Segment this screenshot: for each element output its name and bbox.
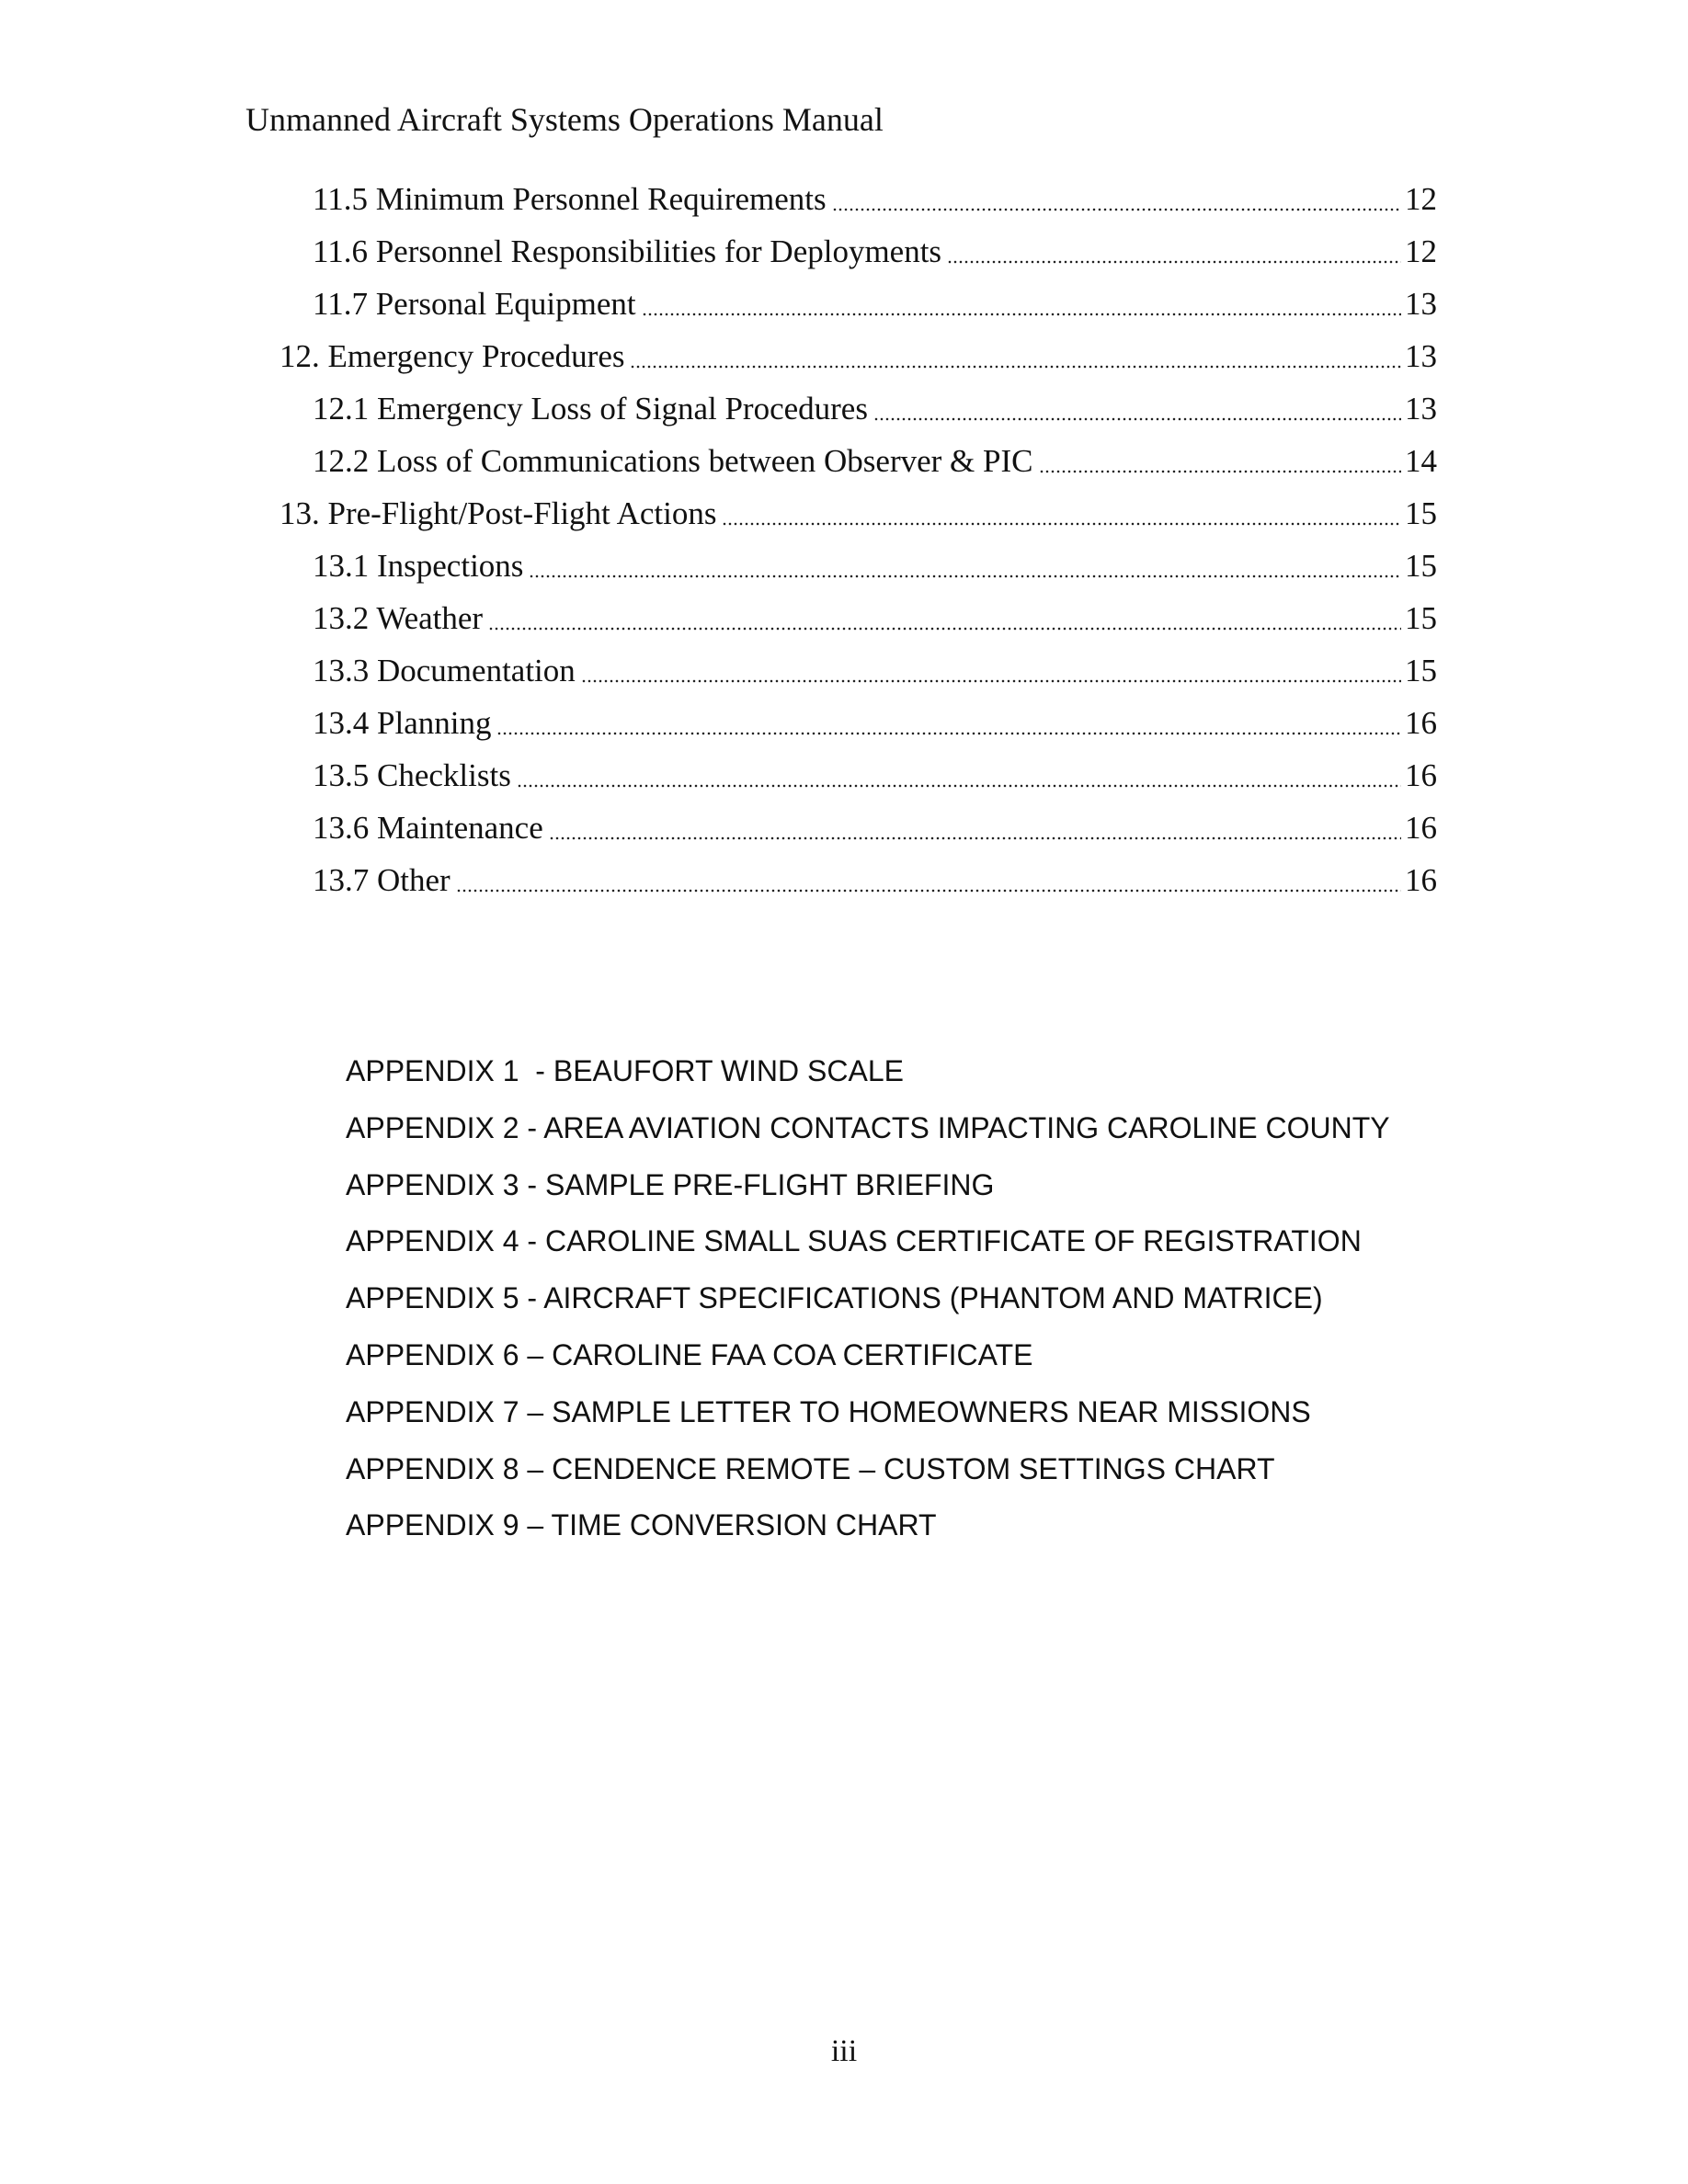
- toc-entry-label: 12.2 Loss of Communications between Observer & PIC: [313, 443, 1033, 479]
- toc-entry-page: 15: [1405, 548, 1437, 584]
- toc-dot-leader: [642, 313, 1401, 316]
- toc-entry-label: 13.4 Planning: [313, 705, 492, 741]
- document-header-title: Unmanned Aircraft Systems Operations Manual: [245, 101, 884, 138]
- appendix-item: APPENDIX 8 – CENDENCE REMOTE – CUSTOM SETTINGS CHART: [346, 1451, 1275, 1485]
- toc-entry-page: 12: [1405, 181, 1437, 217]
- toc-entry-label: 13.1 Inspections: [313, 548, 524, 584]
- toc-entry[interactable]: [313, 697, 1437, 749]
- toc-entry-page: 12: [1405, 233, 1437, 269]
- appendix-item: APPENDIX 7 – SAMPLE LETTER TO HOMEOWNERS NEAR MISSIONS: [346, 1394, 1311, 1428]
- toc-entry-label: 11.5 Minimum Personnel Requirements: [313, 181, 827, 217]
- toc-entry-page: 16: [1405, 757, 1437, 793]
- toc-entry[interactable]: [313, 382, 1437, 435]
- toc-entry-label: 13.2 Weather: [313, 600, 484, 636]
- toc-dot-leader: [832, 208, 1401, 211]
- toc-entry-page: 16: [1405, 810, 1437, 846]
- toc-entry[interactable]: [313, 644, 1437, 697]
- appendix-item: APPENDIX 6 – CAROLINE FAA COA CERTIFICATE: [346, 1337, 1033, 1371]
- toc-entry-label: 11.6 Personnel Responsibilities for Deployments: [313, 233, 942, 269]
- toc-entry-page: 13: [1405, 391, 1437, 427]
- toc-entry-label: 12.1 Emergency Loss of Signal Procedures: [313, 391, 868, 427]
- appendix-item: APPENDIX 5 - AIRCRAFT SPECIFICATIONS (PHANTOM AND MATRICE): [346, 1281, 1323, 1315]
- appendix-item: APPENDIX 2 - AREA AVIATION CONTACTS IMPACTING CAROLINE COUNTY: [346, 1110, 1390, 1144]
- appendix-item: APPENDIX 1 - BEAUFORT WIND SCALE: [346, 1054, 904, 1087]
- toc-entry[interactable]: [313, 749, 1437, 802]
- appendix-list: [346, 1043, 1449, 1554]
- toc-entry[interactable]: [313, 802, 1437, 854]
- toc-entry-page: 15: [1405, 653, 1437, 688]
- toc-dot-leader: [581, 679, 1401, 683]
- toc-entry[interactable]: [279, 487, 1437, 540]
- toc-dot-leader: [549, 836, 1401, 840]
- toc-dot-leader: [488, 627, 1401, 631]
- toc-entry-label: 13.7 Other: [313, 862, 451, 898]
- toc-entry-page: 14: [1405, 443, 1437, 479]
- appendix-item: APPENDIX 4 - CAROLINE SMALL SUAS CERTIFICATE OF REGISTRATION: [346, 1224, 1362, 1258]
- toc-entry[interactable]: [313, 592, 1437, 644]
- toc-dot-leader: [456, 889, 1401, 893]
- toc-dot-leader: [517, 784, 1401, 788]
- toc-entry-label: 13.3 Documentation: [313, 653, 576, 688]
- toc-dot-leader: [947, 260, 1401, 264]
- toc-entry-label: 13. Pre-Flight/Post-Flight Actions: [279, 495, 717, 531]
- toc-entry[interactable]: [313, 854, 1437, 906]
- toc-entry-label: 13.5 Checklists: [313, 757, 511, 793]
- page-number: iii: [830, 2034, 858, 2068]
- toc-entry-label: 11.7 Personal Equipment: [313, 286, 636, 322]
- toc-dot-leader: [529, 574, 1401, 578]
- toc-entry[interactable]: [313, 278, 1437, 330]
- toc-entry[interactable]: [313, 225, 1437, 278]
- toc-dot-leader: [722, 522, 1401, 526]
- toc-entry-page: 16: [1405, 862, 1437, 898]
- toc-entry-label: 13.6 Maintenance: [313, 810, 543, 846]
- appendix-item: APPENDIX 9 – TIME CONVERSION CHART: [346, 1508, 937, 1542]
- toc-dot-leader: [496, 732, 1401, 735]
- toc-entry-page: 15: [1405, 600, 1437, 636]
- toc-entry-page: 16: [1405, 705, 1437, 741]
- toc-entry[interactable]: [279, 330, 1437, 382]
- toc-entry-page: 13: [1405, 286, 1437, 322]
- toc-dot-leader: [1039, 470, 1401, 473]
- toc-dot-leader: [873, 417, 1401, 421]
- toc-entry-page: 15: [1405, 495, 1437, 531]
- toc-dot-leader: [630, 365, 1401, 369]
- toc-entry[interactable]: [313, 173, 1437, 225]
- toc-entry-label: 12. Emergency Procedures: [279, 338, 625, 374]
- toc-entry-page: 13: [1405, 338, 1437, 374]
- appendix-item: APPENDIX 3 - SAMPLE PRE-FLIGHT BRIEFING: [346, 1167, 995, 1201]
- toc-entry[interactable]: [313, 540, 1437, 592]
- toc-entry[interactable]: [313, 435, 1437, 487]
